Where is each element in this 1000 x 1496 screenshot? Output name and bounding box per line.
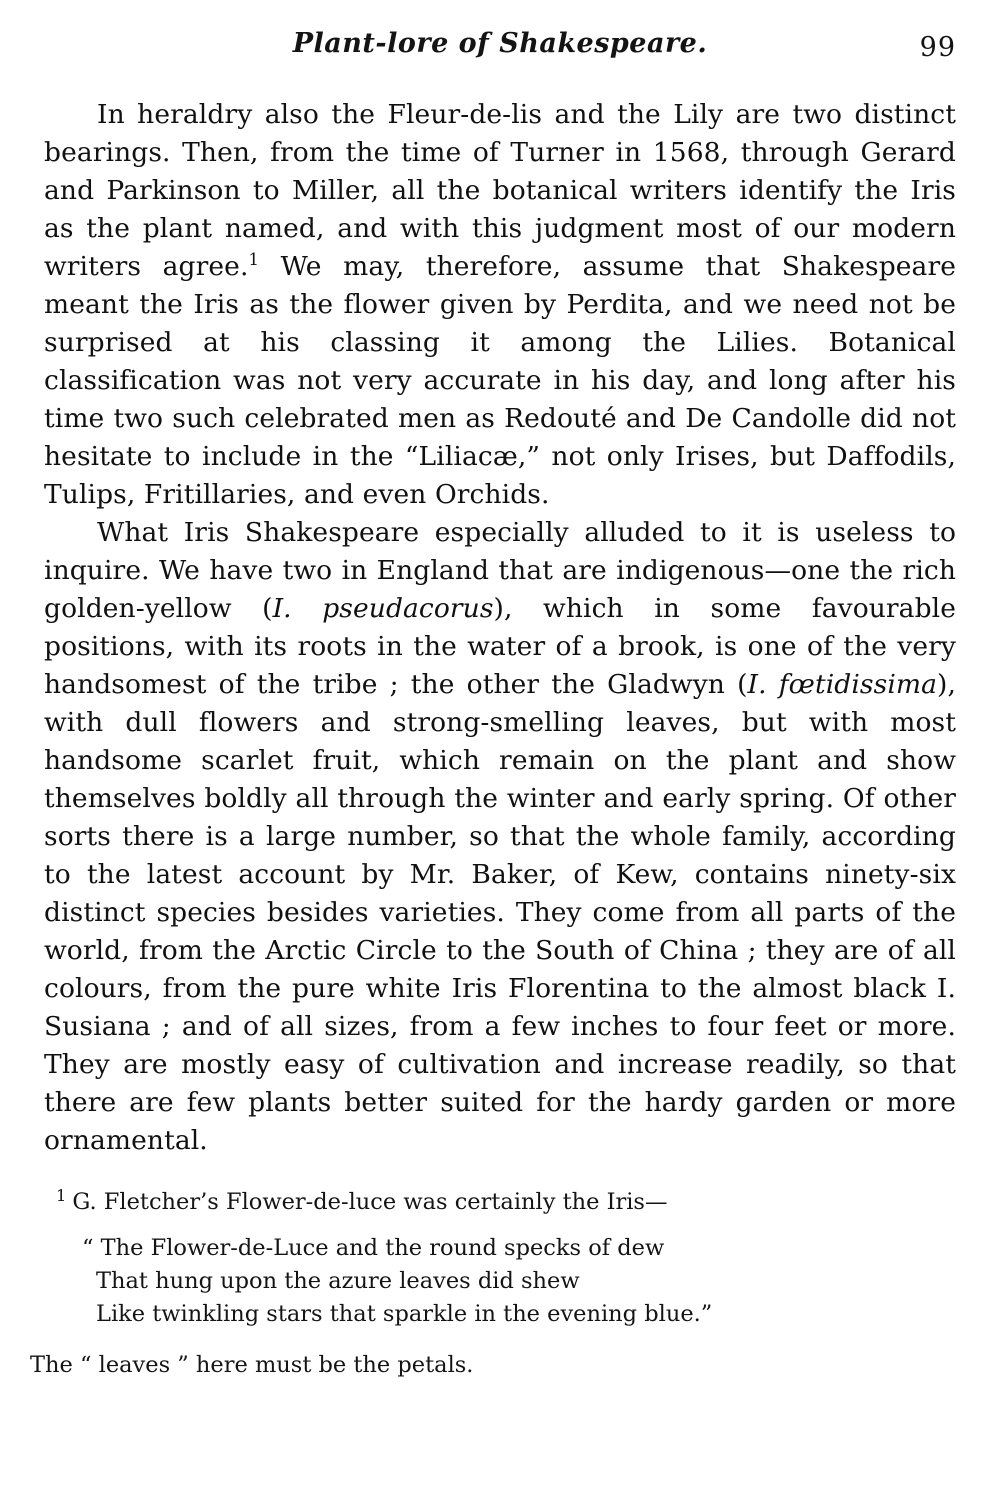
document-page [0,18,1000,1496]
paragraph-1 [44,96,956,514]
running-title: Plant-lore of Shakespeare. [292,28,708,59]
paragraph-2-segment-3: ), with dull flowers and strong-smelling leaves, but with most handsome scarlet fruit, which remain on the plant and show themselves boldly all through the winter and early spring. Of other sorts there is a large number, so that the whole family, according to the latest account by Mr. Baker, of Kew, contains ninety-six distinct species besides varieties. They come from all parts of the world, from the Arctic Circle to the South of China ; they are of all colours, from the pure white Iris Florentina to the almost black I. Susiana ; and of all sizes, from a few inches to four feet or more. They are mostly easy of cultivation and increase readily, so that there are few plants better suited for the hardy garden or more ornamental. [44,669,956,1156]
paragraph-2 [44,514,956,1160]
footnote [56,1186,944,1218]
paragraph-1-text: In heraldry also the Fleur-de-lis and the Lily are two distinct bearings. Then, from the time of Turner in 1568, through Gerard and Parkinson to Miller, all the botanical writers identify the Iris as the plant named, and with this judgment most of our modern writers agree. [44,99,956,282]
paragraph-2-segment-2: ), which in some favourable positions, with its roots in the water of a brook, is one of the very handsomest of the tribe ; the other the Gladwyn ( [44,593,957,700]
page-number: 99 [919,32,956,63]
footnote-quote [82,1232,1000,1331]
paragraph-2-italic-2: I. fœtidissima [747,669,938,700]
quote-line: “ The Flower-de-Luce and the round specks of dew [82,1235,665,1261]
footnote-tail: The “ leaves ” here must be the petals. [30,1352,474,1378]
paragraph-1-continued: We may, therefore, assume that Shakespeare meant the Iris as the flower given by Perdita, and we need not be surprised at his classing it among the Lilies. Botanical classification was not very accurate in his day, and long after his time two such celebrated men as Redouté and De Candolle did not hesitate to include in the “Liliacæ,” not only Irises, but Daffodils, Tulips, Fritillaries, and even Orchids. [44,251,956,510]
paragraph-2-segment-1: What Iris Shakespeare especially alluded to it is useless to inquire. We have two in England that are indigenous—one the rich golden-yellow ( [44,517,956,624]
page-header [44,18,956,80]
footnote-marker: 1 [56,1185,67,1205]
footnote-text: G. Fletcher’s Flower-de-luce was certainly the Iris— [72,1189,668,1215]
paragraph-2-italic-1: I. pseudacorus [272,593,494,624]
footnote-reference: 1 [248,250,260,270]
body-text [44,96,956,1160]
quote-line: That hung upon the azure leaves did shew [96,1268,580,1294]
quote-line: Like twinkling stars that sparkle in the evening blue.” [96,1301,713,1327]
